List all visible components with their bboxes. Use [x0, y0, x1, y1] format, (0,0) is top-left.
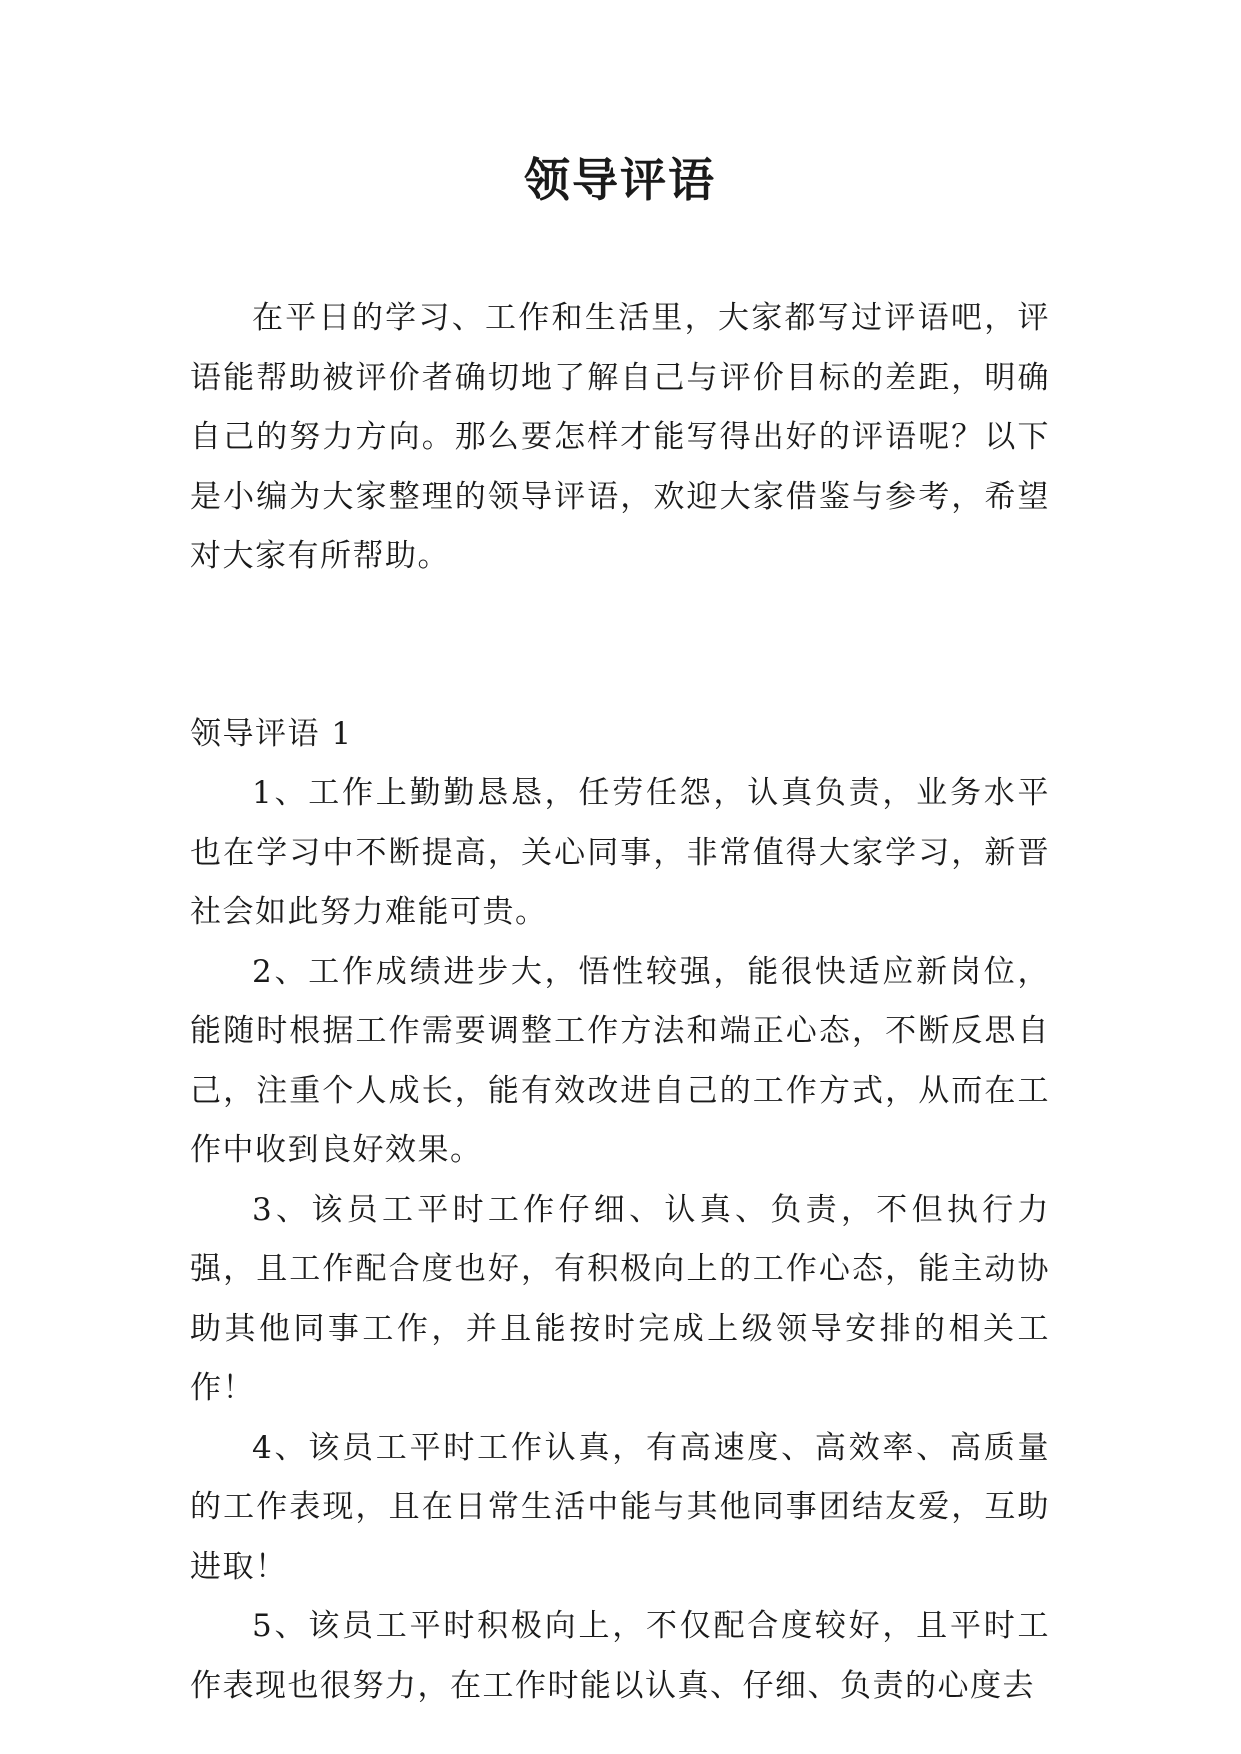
section-heading: 领导评语 1: [190, 715, 353, 752]
comment-item-5: 5、该员工平时积极向上，不仅配合度较好，且平时工作表现也很努力，在工作时能以认真、仔细、负责的心度去: [190, 1608, 1050, 1704]
comment-item-1: 1、工作上勤勤恳恳，任劳任怨，认真负责，业务水平也在学习中不断提高，关心同事，非常值得大家学习，新晋社会如此努力难能可贵。: [190, 775, 1050, 930]
comment-item-3: 3、该员工平时工作仔细、认真、负责，不但执行力强，且工作配合度也好，有积极向上的工作心态，能主动协助其他同事工作，并且能按时完成上级领导安排的相关工作！: [190, 1191, 1050, 1406]
document-title: 领导评语: [524, 153, 716, 207]
comment-item-4: 4、该员工平时工作认真，有高速度、高效率、高质量的工作表现，且在日常生活中能与其他同事团结友爱，互助进取！: [190, 1429, 1050, 1585]
blank-line: [190, 587, 1050, 705]
document-body: [190, 289, 1050, 1716]
intro-paragraph: 在平日的学习、工作和生活里，大家都写过评语吧，评语能帮助被评价者确切地了解自己与评价目标的差距，明确自己的努力方向。那么要怎样才能写得出好的评语呢？以下是小编为大家整理的领导评语，欢迎大家借鉴与参考，希望对大家有所帮助。: [190, 300, 1050, 574]
comment-item-2: 2、工作成绩进步大，悟性较强，能很快适应新岗位，能随时根据工作需要调整工作方法和端正心态，不断反思自己，注重个人成长，能有效改进自己的工作方式，从而在工作中收到良好效果。: [190, 953, 1050, 1168]
